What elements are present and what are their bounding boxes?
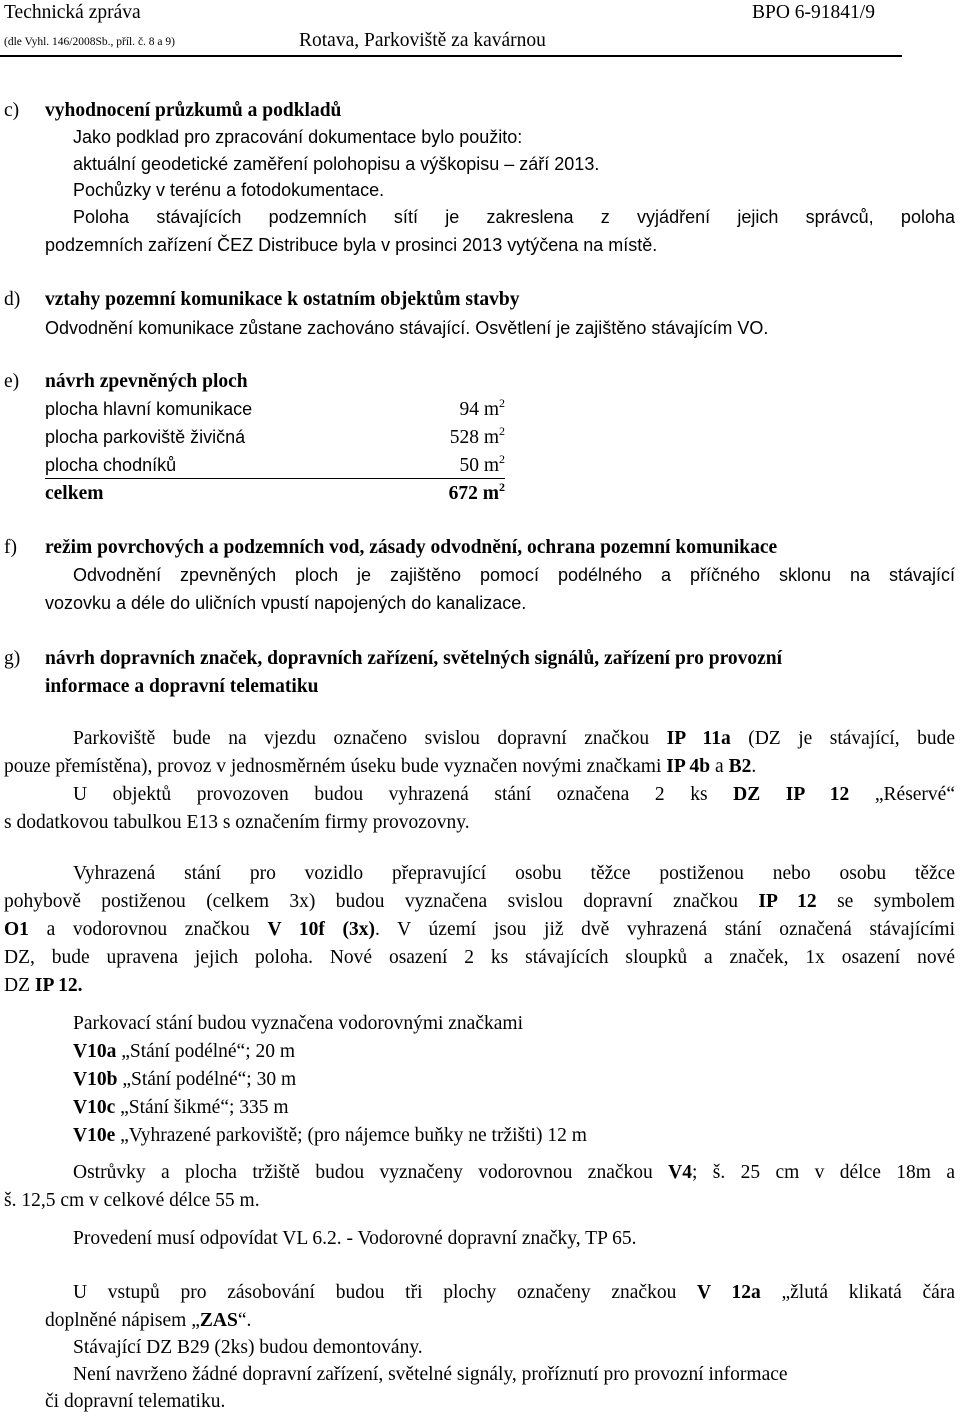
area-total-label: celkem: [45, 483, 104, 504]
text-line: vozovku a déle do uličních vpustí napojených do kanalizace.: [45, 593, 527, 613]
section-heading: režim povrchových a podzemních vod, zásady odvodnění, ochrana pozemní komunikace: [45, 537, 778, 558]
marking-item: V10c „Stání šikmé“; 335 m: [73, 1097, 289, 1118]
marking-intro: Parkovací stání budou vyznačena vodorovnými značkami: [73, 1013, 523, 1034]
text-line: Pochůzky v terénu a fotodokumentace.: [73, 180, 385, 200]
paragraph-supply-l5: či dopravní telematiku.: [45, 1391, 226, 1412]
paragraph-supply-l4: Není navrženo žádné dopravní zařízení, světelné signály, proříznutí pro provozní informace: [73, 1364, 788, 1385]
section-heading: vztahy pozemní komunikace k ostatním objektům stavby: [45, 289, 520, 310]
area-name: plocha hlavní komunikace: [45, 399, 253, 419]
section-label: f): [4, 537, 17, 558]
section-label: d): [4, 289, 21, 310]
paragraph-disabled-l3: O1 a vodorovnou značkou V 10f (3x). V území jsou již dvě vyhrazená stání označená stávajícími: [4, 919, 956, 940]
header-project: Rotava, Parkoviště za kavárnou: [299, 30, 546, 51]
paragraph-supply-l3: Stávající DZ B29 (2ks) budou demontovány.: [73, 1337, 423, 1358]
area-total-value: 672 $m^2$: [448, 480, 505, 504]
paragraph-supply: U vstupů pro zásobování budou tři plochy označeny značkou V 12a „žlutá klikatá čára: [73, 1282, 955, 1303]
marking-item: V10a „Stání podélné“; 20 m: [73, 1041, 296, 1062]
text-line: aktuální geodetické zaměření polohopisu a výškopisu – září 2013.: [73, 154, 600, 174]
section-heading-cont: informace a dopravní telematiku: [45, 676, 319, 697]
section-heading: návrh zpevněných ploch: [45, 371, 248, 392]
header-rule: [0, 55, 902, 57]
page-header: [0, 0, 960, 58]
paragraph-disabled-l2: pohybově postiženou (celkem 3x) budou vyznačena svislou dopravní značkou IP 12 se symbolem: [4, 891, 955, 912]
paragraph-reserve-cont: s dodatkovou tabulkou E13 s označením firmy provozovny.: [4, 812, 470, 833]
area-row-main-road: [45, 396, 505, 425]
paragraph-supply-l2: doplněné nápisem „ZAS“.: [45, 1310, 252, 1331]
section-heading: vyhodnocení průzkumů a podkladů: [45, 100, 342, 121]
paragraph-ip11a: Parkoviště bude na vjezdu označeno svislou dopravní značkou IP 11a (DZ je stávající, bude: [73, 728, 955, 749]
section-label: g): [4, 648, 21, 669]
paragraph-disabled-l5: DZ IP 12.: [4, 975, 83, 996]
marking-item: V10b „Stání podélné“; 30 m: [73, 1069, 297, 1090]
area-value: 50 $m^2$: [459, 452, 505, 476]
paragraph-disabled: Vyhrazená stání pro vozidlo přepravující osobu těžce postiženou nebo osobu těžce: [73, 863, 955, 884]
area-row-parking: [45, 424, 505, 453]
text-line: Jako podklad pro zpracování dokumentace bylo použito:: [73, 127, 523, 147]
text-line: podzemních zařízení ČEZ Distribuce byla v prosinci 2013 vytýčena na místě.: [45, 235, 658, 255]
area-value: 528 $m^2$: [449, 424, 505, 448]
paragraph-reserve: U objektů provozoven budou vyhrazená stání označena 2 ks DZ IP 12 „Réservé“: [73, 784, 955, 805]
text-line: Odvodnění komunikace zůstane zachováno stávající. Osvětlení je zajištěno stávajícím VO.: [45, 318, 769, 338]
marking-item: V10e „Vyhrazené parkoviště; (pro nájemce buňky ne tržišti) 12 m: [73, 1125, 587, 1146]
area-name: plocha chodníků: [45, 455, 177, 475]
area-row-total: [45, 480, 505, 509]
paragraph-islands: Ostrůvky a plocha tržiště budou vyznačeny vodorovnou značkou V4; š. 25 cm v délce 18m a: [73, 1162, 955, 1183]
text-line: Odvodnění zpevněných ploch je zajištěno pomocí podélného a příčného sklonu na stávající: [73, 565, 955, 585]
header-doc-number: BPO 6-91841/9: [752, 2, 875, 23]
section-heading: návrh dopravních značek, dopravních zařízení, světelných signálů, zařízení pro provozní: [45, 648, 783, 669]
paragraph-disabled-l4: DZ, bude upravena jejich poloha. Nové osazení 2 ks stávajících sloupků a značek, 1x osazení nové: [4, 947, 955, 968]
paragraph-islands-cont: š. 12,5 cm v celkové délce 55 m.: [4, 1190, 260, 1211]
sum-rule: [45, 478, 505, 479]
area-name: plocha parkoviště živičná: [45, 427, 246, 447]
section-label: e): [4, 371, 20, 392]
text-line: Poloha stávajících podzemních sítí je zakreslena z vyjádření jejich správců, poloha: [73, 207, 955, 227]
area-value: 94 $m^2$: [459, 396, 505, 420]
header-title: Technická zpráva: [4, 2, 141, 23]
paragraph-standard: Provedení musí odpovídat VL 6.2. - Vodorovné dopravní značky, TP 65.: [73, 1228, 637, 1249]
paragraph-ip11a-cont: pouze přemístěna), provoz v jednosměrném úseku bude vyznačen novými značkami IP 4b a B2.: [4, 756, 757, 777]
header-subtitle: (dle Vyhl. 146/2008Sb., příl. č. 8 a 9): [4, 36, 175, 48]
section-label: c): [4, 100, 20, 121]
